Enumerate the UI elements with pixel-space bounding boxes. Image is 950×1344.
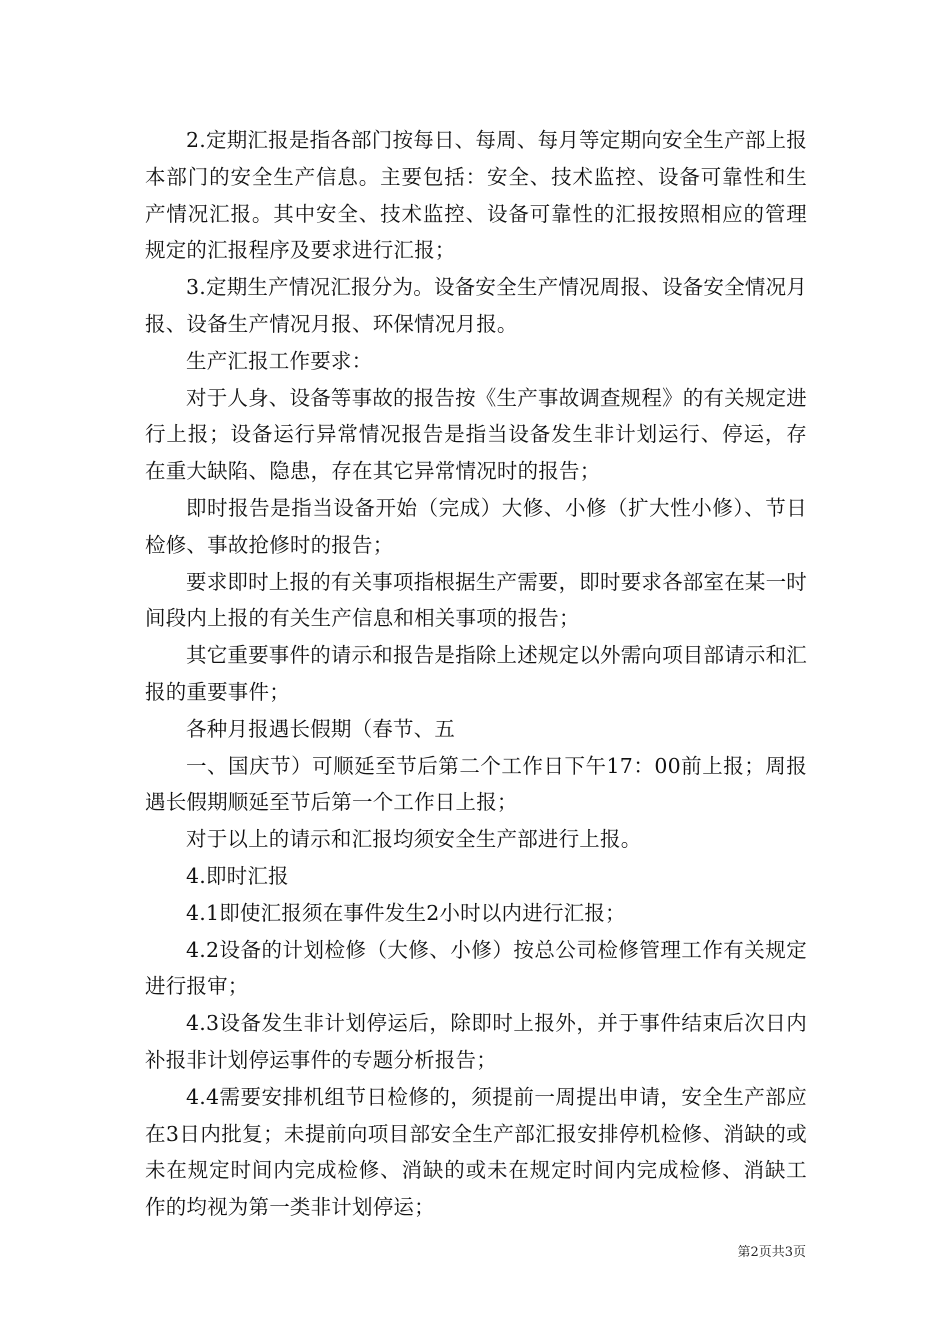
clause-4-4: 4.4需要安排机组节日检修的，须提前一周提出申请，安全生产部应在3日内批复；未提前向项目部安全生产部汇报安排停机检修、消缺的或未在规定时间内完成检修、消缺的或未在规定时间内完成检修、消缺工作的均视为第一类非计划停运； xyxy=(145,1084,807,1220)
paragraph-periodic-report: 2.定期汇报是指各部门按每日、每周、每月等定期向安全生产部上报本部门的安全生产信息。主要包括：安全、技术监控、设备可靠性和生产情况汇报。其中安全、技术监控、设备可靠性的汇报按照相应的管理规定的汇报程序及要求进行汇报； xyxy=(145,128,807,263)
paragraph-requirements-heading: 生产汇报工作要求： xyxy=(186,348,373,373)
paragraph-holiday-deadline: 一、国庆节）可顺延至节后第二个工作日下午17：00前上报；周报遇长假期顺延至节后第一个工作日上报； xyxy=(145,753,807,815)
section-heading-immediate-report: 4.即时汇报 xyxy=(186,863,289,888)
paragraph-other-events: 其它重要事件的请示和报告是指除上述规定以外需向项目部请示和汇报的重要事件； xyxy=(145,643,807,704)
paragraph-monthly-holiday: 各种月报遇长假期（春节、五 xyxy=(186,716,456,741)
page-number-footer: 第2页共3页 xyxy=(737,1245,806,1260)
document-body xyxy=(145,122,807,1226)
paragraph-accident-report: 对于人身、设备等事故的报告按《生产事故调查规程》的有关规定进行上报；设备运行异常情况报告是指当设备发生非计划运行、停运，存在重大缺陷、隐患，存在其它异常情况时的报告； xyxy=(145,385,807,484)
paragraph-production-report-types: 3.定期生产情况汇报分为。设备安全生产情况周报、设备安全情况月报、设备生产情况月报、环保情况月报。 xyxy=(145,275,807,336)
paragraph-reporting-channel: 对于以上的请示和汇报均须安全生产部进行上报。 xyxy=(186,827,642,852)
paragraph-immediate-report-definition: 即时报告是指当设备开始（完成）大修、小修（扩大性小修）、节日检修、事故抢修时的报告； xyxy=(145,495,807,557)
paragraph-immediate-items: 要求即时上报的有关事项指根据生产需要，即时要求各部室在某一时间段内上报的有关生产信息和相关事项的报告； xyxy=(145,569,807,631)
clause-4-2: 4.2设备的计划检修（大修、小修）按总公司检修管理工作有关规定进行报审； xyxy=(145,937,807,999)
clause-4-1: 4.1即使汇报须在事件发生2小时以内进行汇报； xyxy=(186,900,626,925)
clause-4-3: 4.3设备发生非计划停运后，除即时上报外，并于事件结束后次日内补报非计划停运事件的专题分析报告； xyxy=(145,1011,807,1072)
